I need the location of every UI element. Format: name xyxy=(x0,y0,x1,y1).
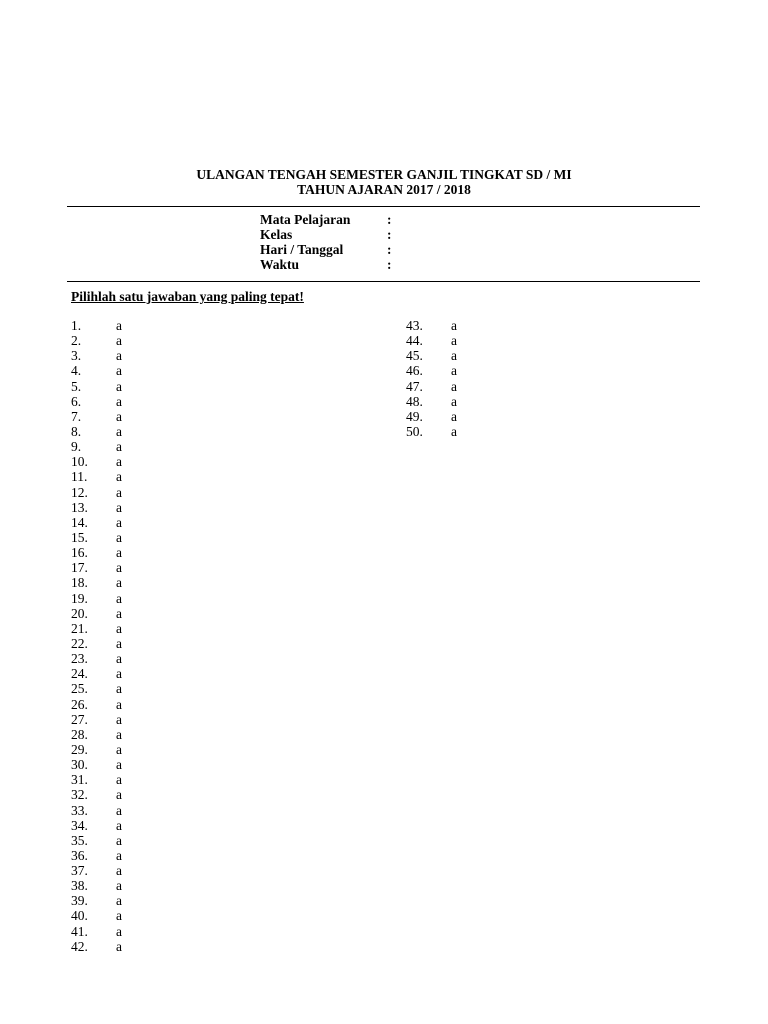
answer-option: a xyxy=(116,696,122,712)
question-number: 31. xyxy=(71,772,88,788)
answer-option: a xyxy=(116,408,122,424)
answer-option: a xyxy=(116,741,122,757)
question-number: 49. xyxy=(406,408,423,424)
answer-option: a xyxy=(116,529,122,545)
answer-option: a xyxy=(116,484,122,500)
answer-option: a xyxy=(116,363,122,379)
answer-option: a xyxy=(116,439,122,455)
info-colon: : xyxy=(387,212,392,227)
question-number: 25. xyxy=(71,681,88,697)
question-number: 2. xyxy=(71,333,82,349)
question-number: 22. xyxy=(71,635,88,651)
question-number: 6. xyxy=(71,393,82,409)
answer-option: a xyxy=(116,817,122,833)
question-number: 35. xyxy=(71,832,88,848)
info-colon: : xyxy=(387,242,392,257)
answer-option: a xyxy=(451,408,457,424)
question-number: 44. xyxy=(406,333,423,349)
question-number: 21. xyxy=(71,620,88,636)
question-number: 5. xyxy=(71,378,82,394)
question-number: 4. xyxy=(71,363,82,379)
info-label: Mata Pelajaran xyxy=(260,212,351,227)
answer-option: a xyxy=(116,545,122,561)
answer-option: a xyxy=(116,711,122,727)
info-label: Kelas xyxy=(260,227,293,242)
question-number: 18. xyxy=(71,575,88,591)
question-number: 7. xyxy=(71,408,82,424)
exam-title: ULANGAN TENGAH SEMESTER GANJIL TINGKAT SD / MI xyxy=(196,167,572,182)
question-number: 23. xyxy=(71,651,88,667)
question-number: 14. xyxy=(71,514,88,530)
question-number: 42. xyxy=(71,938,88,954)
question-number: 29. xyxy=(71,741,88,757)
answer-option: a xyxy=(116,333,122,349)
answer-option: a xyxy=(116,863,122,879)
info-label: Hari / Tanggal xyxy=(260,242,344,257)
question-number: 15. xyxy=(71,529,88,545)
question-number: 26. xyxy=(71,696,88,712)
question-number: 24. xyxy=(71,666,88,682)
question-number: 10. xyxy=(71,454,88,470)
answer-option: a xyxy=(116,787,122,803)
answer-option: a xyxy=(116,560,122,576)
school-year-title: TAHUN AJARAN 2017 / 2018 xyxy=(297,182,471,197)
question-number: 19. xyxy=(71,590,88,606)
header-divider-bottom xyxy=(67,281,700,282)
info-colon: : xyxy=(387,227,392,242)
answer-option: a xyxy=(116,757,122,773)
answer-option: a xyxy=(116,605,122,621)
answer-option: a xyxy=(116,635,122,651)
answer-option: a xyxy=(116,772,122,788)
question-number: 17. xyxy=(71,560,88,576)
instruction-text: Pilihlah satu jawaban yang paling tepat! xyxy=(71,289,304,304)
answer-option: a xyxy=(116,514,122,530)
question-number: 20. xyxy=(71,605,88,621)
answer-option: a xyxy=(116,726,122,742)
question-number: 45. xyxy=(406,348,423,364)
question-number: 12. xyxy=(71,484,88,500)
header-divider-top xyxy=(67,206,700,207)
answer-option: a xyxy=(116,651,122,667)
answer-option: a xyxy=(116,469,122,485)
question-number: 38. xyxy=(71,878,88,894)
answer-option: a xyxy=(116,620,122,636)
answer-option: a xyxy=(116,393,122,409)
question-number: 37. xyxy=(71,863,88,879)
question-number: 27. xyxy=(71,711,88,727)
answer-option: a xyxy=(116,575,122,591)
question-number: 9. xyxy=(71,439,82,455)
question-number: 47. xyxy=(406,378,423,394)
question-number: 28. xyxy=(71,726,88,742)
answer-option: a xyxy=(116,423,122,439)
answer-option: a xyxy=(116,802,122,818)
answer-option: a xyxy=(116,378,122,394)
answer-option: a xyxy=(451,363,457,379)
answer-option: a xyxy=(116,348,122,364)
answer-option: a xyxy=(116,454,122,470)
answer-option: a xyxy=(116,908,122,924)
question-number: 11. xyxy=(71,469,88,485)
answer-option: a xyxy=(451,318,457,333)
question-number: 3. xyxy=(71,348,82,364)
answer-option: a xyxy=(451,423,457,439)
answer-option: a xyxy=(451,393,457,409)
question-number: 8. xyxy=(71,423,82,439)
answer-option: a xyxy=(451,348,457,364)
question-number: 40. xyxy=(71,908,88,924)
question-number: 33. xyxy=(71,802,88,818)
answer-option: a xyxy=(116,832,122,848)
answer-option: a xyxy=(116,318,122,333)
answer-option: a xyxy=(116,681,122,697)
question-number: 50. xyxy=(406,423,423,439)
answer-option: a xyxy=(451,333,457,349)
question-number: 46. xyxy=(406,363,423,379)
question-number: 41. xyxy=(71,923,88,939)
answer-option: a xyxy=(116,893,122,909)
answer-option: a xyxy=(116,590,122,606)
question-number: 43. xyxy=(406,318,423,333)
question-number: 32. xyxy=(71,787,88,803)
answer-option: a xyxy=(451,378,457,394)
info-colon: : xyxy=(387,257,392,272)
question-number: 16. xyxy=(71,545,88,561)
answer-option: a xyxy=(116,499,122,515)
answer-option: a xyxy=(116,666,122,682)
answer-option: a xyxy=(116,938,122,954)
answer-option: a xyxy=(116,847,122,863)
question-number: 39. xyxy=(71,893,88,909)
question-number: 30. xyxy=(71,757,88,773)
question-number: 13. xyxy=(71,499,88,515)
answer-option: a xyxy=(116,878,122,894)
answer-option: a xyxy=(116,923,122,939)
question-number: 36. xyxy=(71,847,88,863)
question-number: 48. xyxy=(406,393,423,409)
question-number: 1. xyxy=(71,318,82,333)
info-label: Waktu xyxy=(260,257,300,272)
question-number: 34. xyxy=(71,817,88,833)
